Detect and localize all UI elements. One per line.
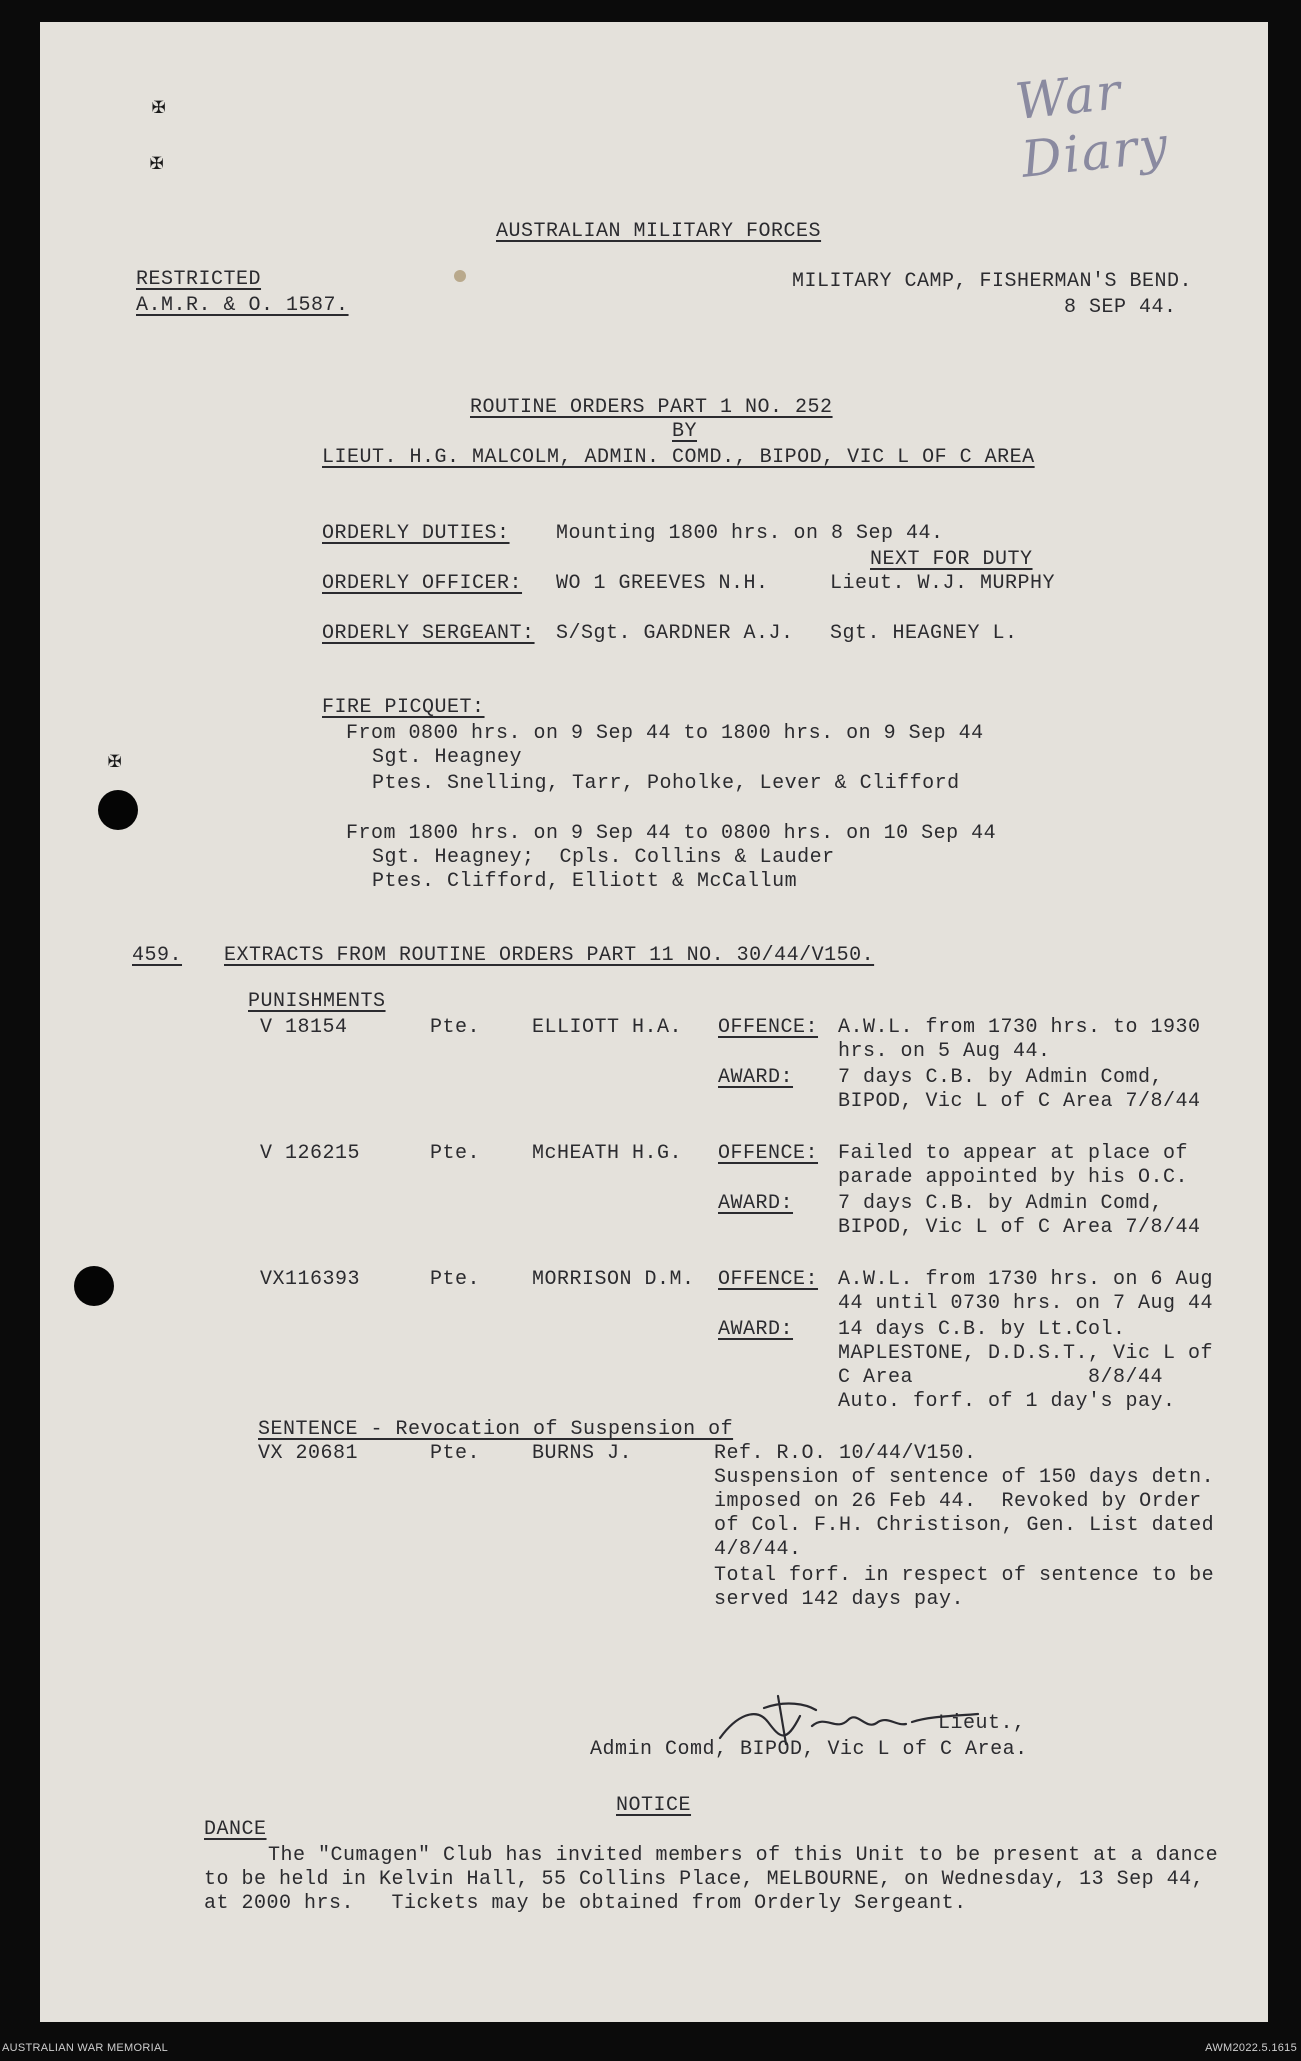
ink-mark: ✠ (108, 749, 122, 774)
award-line: BIPOD, Vic L of C Area 7/8/44 (838, 1090, 1201, 1113)
sentence-line: imposed on 26 Feb 44. Revoked by Order (714, 1490, 1202, 1513)
orders-by: BY (672, 420, 698, 443)
orderly-officer: WO 1 GREEVES N.H. (556, 572, 769, 595)
picquet-2-ptes: Ptes. Clifford, Elliott & McCallum (372, 870, 798, 893)
regimental-number: VX116393 (260, 1268, 361, 1291)
notice-subtitle: DANCE (204, 1818, 267, 1841)
offence-label: OFFENCE: (718, 1268, 819, 1291)
offence-label: OFFENCE: (718, 1016, 819, 1039)
picquet-1-ptes: Ptes. Snelling, Tarr, Poholke, Lever & Clifford (372, 772, 960, 795)
picquet-2-nco: Sgt. Heagney; Cpls. Collins & Lauder (372, 846, 835, 869)
soldier-name: ELLIOTT H.A. (532, 1016, 683, 1039)
document-heading: AUSTRALIAN MILITARY FORCES (496, 220, 822, 243)
soldier-name: McHEATH H.G. (532, 1142, 683, 1165)
notice-title: NOTICE (616, 1794, 692, 1817)
archive-credit: AUSTRALIAN WAR MEMORIAL (2, 2042, 169, 2054)
regimental-number: V 18154 (260, 1016, 348, 1039)
sentence-label: SENTENCE - Revocation of Suspension of (258, 1418, 734, 1441)
sentence-line: served 142 days pay. (714, 1588, 965, 1611)
mounting-time: Mounting 1800 hrs. on 8 Sep 44. (556, 522, 944, 545)
regimental-number: V 126215 (260, 1142, 361, 1165)
amr-reference: A.M.R. & O. 1587. (136, 294, 349, 317)
document-page (40, 22, 1268, 2022)
orders-title: ROUTINE ORDERS PART 1 NO. 252 (470, 396, 833, 419)
sentence-line: of Col. F.H. Christison, Gen. List dated (714, 1514, 1215, 1537)
fire-picquet-label: FIRE PICQUET: (322, 696, 485, 719)
award-label: AWARD: (718, 1066, 794, 1089)
sentence-name: BURNS J. (532, 1442, 633, 1465)
notice-line: at 2000 hrs. Tickets may be obtained from Orderly Sergeant. (204, 1892, 967, 1915)
binder-hole (98, 790, 138, 830)
rank: Pte. (430, 1016, 481, 1039)
extract-number: 459. (132, 944, 183, 967)
offence-line: A.W.L. from 1730 hrs. on 6 Aug (838, 1268, 1214, 1291)
award-line: Auto. forf. of 1 day's pay. (838, 1390, 1176, 1413)
rank: Pte. (430, 1142, 481, 1165)
sentence-rank: Pte. (430, 1442, 481, 1465)
award-label: AWARD: (718, 1318, 794, 1341)
ink-mark: ✠ (152, 95, 166, 120)
notice-line: to be held in Kelvin Hall, 55 Collins Place, MELBOURNE, on Wednesday, 13 Sep 44, (204, 1868, 1205, 1891)
offence-line: parade appointed by his O.C. (838, 1166, 1189, 1189)
orderly-sergeant-next: Sgt. HEAGNEY L. (830, 622, 1018, 645)
offence-line: 44 until 0730 hrs. on 7 Aug 44 (838, 1292, 1214, 1315)
orders-issuer: LIEUT. H.G. MALCOLM, ADMIN. COMD., BIPOD, VIC L OF C AREA (322, 446, 1035, 469)
orderly-duties-label: ORDERLY DUTIES: (322, 522, 510, 545)
rust-spot (454, 270, 466, 282)
orderly-sergeant: S/Sgt. GARDNER A.J. (556, 622, 794, 645)
restricted-label: RESTRICTED (136, 268, 262, 291)
orderly-officer-next: Lieut. W.J. MURPHY (830, 572, 1056, 595)
sentence-line: 4/8/44. (714, 1538, 802, 1561)
award-line: MAPLESTONE, D.D.S.T., Vic L of (838, 1342, 1214, 1365)
offence-line: A.W.L. from 1730 hrs. to 1930 (838, 1016, 1201, 1039)
ink-mark: ✠ (150, 151, 164, 176)
offence-line: Failed to appear at place of (838, 1142, 1189, 1165)
award-label: AWARD: (718, 1192, 794, 1215)
award-line: 7 days C.B. by Admin Comd, (838, 1066, 1164, 1089)
signature-appointment: Admin Comd, BIPOD, Vic L of C Area. (590, 1738, 1028, 1761)
orderly-officer-label: ORDERLY OFFICER: (322, 572, 523, 595)
sentence-line: Suspension of sentence of 150 days detn. (714, 1466, 1215, 1489)
picquet-2-time: From 1800 hrs. on 9 Sep 44 to 0800 hrs. on 10 Sep 44 (346, 822, 997, 845)
sentence-line: Ref. R.O. 10/44/V150. (714, 1442, 977, 1465)
orderly-sergeant-label: ORDERLY SERGEANT: (322, 622, 535, 645)
soldier-name: MORRISON D.M. (532, 1268, 695, 1291)
binder-hole (74, 1266, 114, 1306)
punishments-label: PUNISHMENTS (248, 990, 386, 1013)
award-line: 14 days C.B. by Lt.Col. (838, 1318, 1126, 1341)
notice-line: The "Cumagen" Club has invited members of this Unit to be present at a dance (268, 1844, 1219, 1867)
award-line: C Area 8/8/44 (838, 1366, 1164, 1389)
picquet-1-time: From 0800 hrs. on 9 Sep 44 to 1800 hrs. on 9 Sep 44 (346, 722, 984, 745)
award-line: 7 days C.B. by Admin Comd, (838, 1192, 1164, 1215)
archive-reference: AWM2022.5.1615 (1205, 2042, 1297, 2054)
sentence-number: VX 20681 (258, 1442, 359, 1465)
next-for-duty-label: NEXT FOR DUTY (870, 548, 1033, 571)
extract-title: EXTRACTS FROM ROUTINE ORDERS PART 11 NO. 30/44/V150. (224, 944, 875, 967)
handwritten-annotation: War Diary (1012, 62, 1172, 189)
offence-line: hrs. on 5 Aug 44. (838, 1040, 1051, 1063)
location: MILITARY CAMP, FISHERMAN'S BEND. (792, 270, 1193, 293)
offence-label: OFFENCE: (718, 1142, 819, 1165)
document-date: 8 SEP 44. (1064, 296, 1177, 319)
sentence-line: Total forf. in respect of sentence to be (714, 1564, 1215, 1587)
rank: Pte. (430, 1268, 481, 1291)
award-line: BIPOD, Vic L of C Area 7/8/44 (838, 1216, 1201, 1239)
signature-rank: Lieut., (938, 1712, 1026, 1735)
picquet-1-nco: Sgt. Heagney (372, 746, 523, 769)
